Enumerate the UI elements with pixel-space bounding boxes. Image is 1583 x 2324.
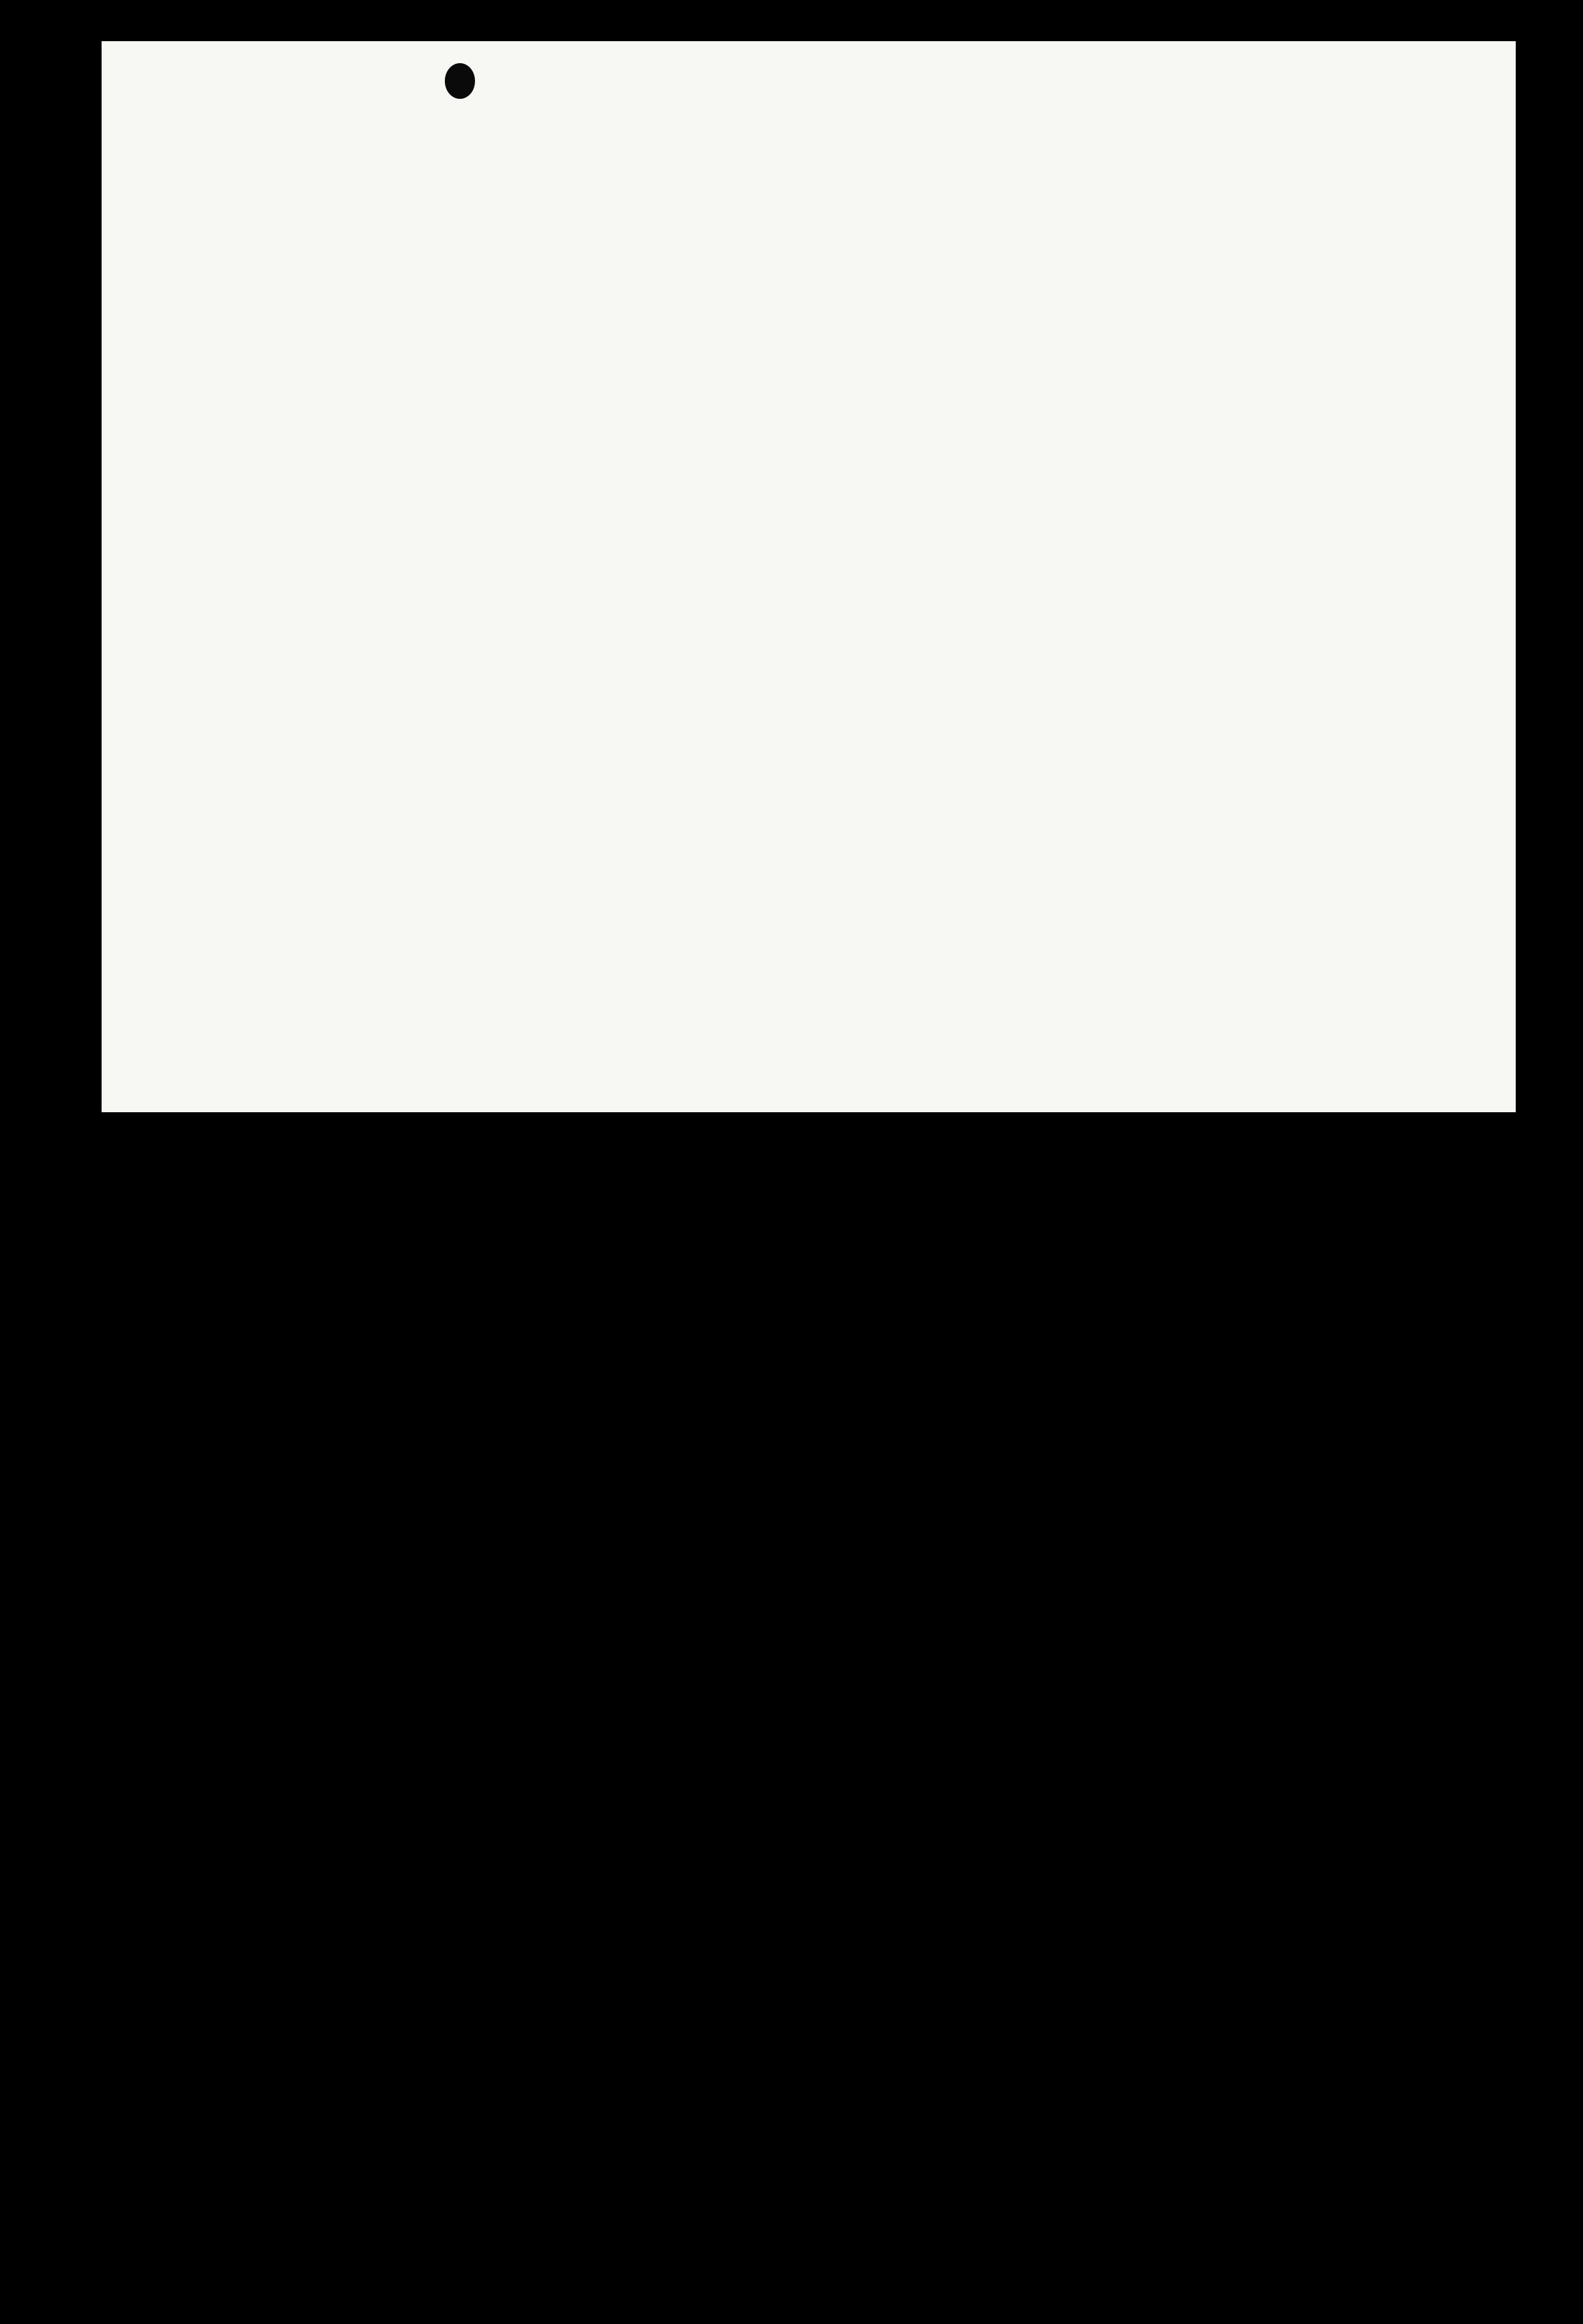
declaration-sheet-1 — [102, 41, 1516, 1112]
